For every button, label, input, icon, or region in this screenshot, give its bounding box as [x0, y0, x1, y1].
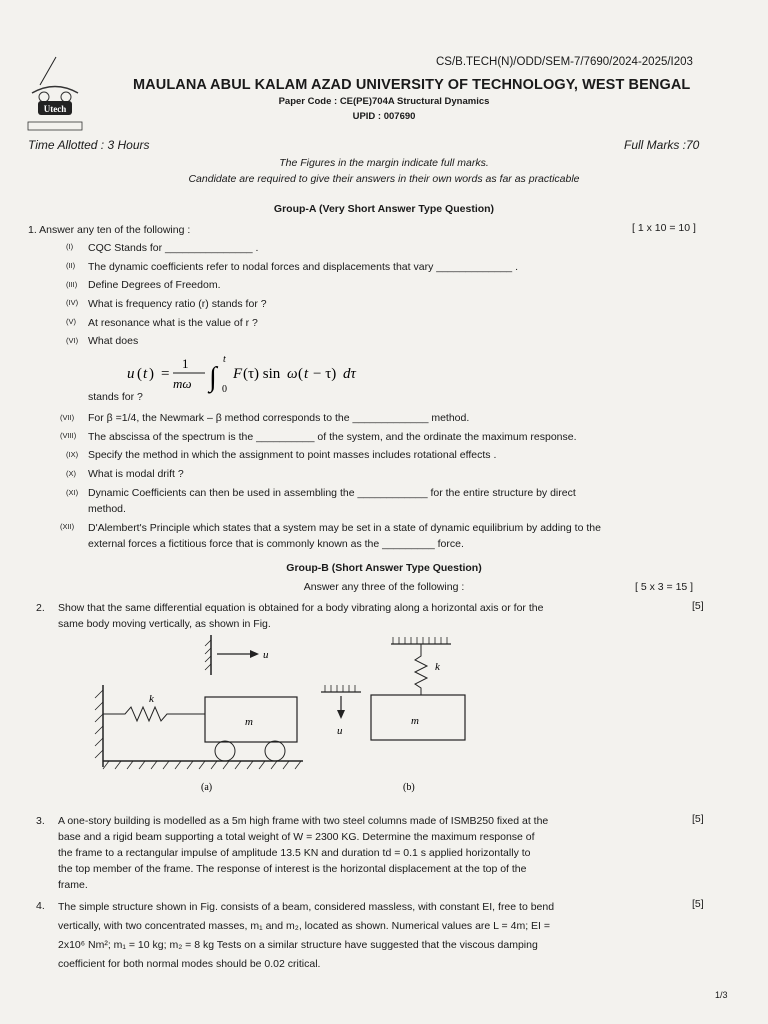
fig-label-k: k — [435, 661, 440, 673]
list-item: stands for ? — [88, 391, 143, 403]
fig-label-m: m — [411, 715, 419, 727]
question-line: frame. — [58, 879, 88, 891]
duhamel-integral-equation — [125, 350, 405, 394]
item-number: (IV) — [66, 298, 79, 307]
item-number: (IX) — [66, 450, 79, 459]
list-item: Dynamic Coefficients can then be used in assembling the ____________ for the entire structure by direct — [88, 487, 576, 499]
fig-label-m: m — [245, 716, 253, 728]
fig-label-a: (a) — [201, 782, 213, 793]
question-line: base and a rigid beam supporting a total weight of W = 2300 KG. Determine the maximum response of — [58, 831, 535, 843]
question-number: 3. — [36, 815, 45, 827]
list-item: method. — [88, 503, 126, 515]
question-4-marks: [5] — [692, 898, 704, 910]
question-2-text — [58, 600, 658, 632]
note-own-words: Candidate are required to give their answers in their own words as far as practicable — [188, 173, 580, 185]
question-number: 4. — [36, 900, 45, 912]
question-line: The simple structure shown in Fig. consists of a beam, considered massless, with constant EI, free to bend — [58, 901, 555, 913]
question-4-text — [58, 898, 678, 974]
item-number: (VII) — [60, 413, 75, 422]
group-a-title: Group-A (Very Short Answer Type Question) — [273, 203, 495, 215]
svg-text:t: t — [304, 366, 309, 382]
svg-text:(: ( — [137, 366, 142, 382]
svg-text:F: F — [233, 366, 243, 382]
svg-text:ω: ω — [287, 366, 298, 382]
fig-label-u: u — [337, 725, 343, 737]
page-number: 1/3 — [715, 990, 728, 1000]
svg-text:): ) — [149, 366, 154, 382]
list-item: Specify the method in which the assignment to point masses includes rotational effects . — [88, 449, 497, 461]
full-marks: Full Marks :70 — [624, 138, 700, 152]
time-allotted: Time Allotted : 3 Hours — [28, 138, 150, 152]
list-item: For β =1/4, the Newmark – β method corresponds to the _____________ method. — [88, 412, 470, 424]
svg-text:(: ( — [298, 366, 303, 382]
paper-code: Paper Code : CE(PE)704A Structural Dynamics — [278, 96, 490, 107]
list-item: Define Degrees of Freedom. — [88, 279, 221, 291]
list-item: What is modal drift ? — [88, 468, 184, 480]
list-item: What is frequency ratio (r) stands for ? — [88, 298, 267, 310]
question-2-marks: [5] — [692, 600, 704, 612]
question-line: coefficient for both normal modes should be 0.02 critical. — [58, 958, 321, 970]
item-number: (X) — [66, 469, 76, 478]
question-number: 2. — [36, 602, 45, 614]
item-number: (I) — [66, 242, 74, 251]
svg-text:dτ: dτ — [343, 366, 356, 382]
list-item: CQC Stands for _______________ . — [88, 242, 259, 254]
fig-label-b: (b) — [403, 782, 415, 793]
fig-label-u: u — [263, 649, 269, 661]
item-number: (XI) — [66, 488, 79, 497]
question-line: vertically, with two concentrated masses, m₁ and m₂, located as shown. Numerical values are L = 4m; EI = — [58, 920, 550, 932]
group-b-marks: [ 5 x 3 = 15 ] — [635, 581, 694, 593]
item-number: (VI) — [66, 336, 79, 345]
svg-text:(τ) sin: (τ) sin — [243, 366, 281, 382]
question-3-text — [58, 813, 668, 893]
list-item: The dynamic coefficients refer to nodal forces and displacements that vary _____________ . — [88, 261, 518, 273]
note-margin-marks: The Figures in the margin indicate full marks. — [279, 157, 489, 169]
item-number: (VIII) — [60, 431, 77, 440]
question-1: 1. Answer any ten of the following : — [28, 224, 191, 236]
item-number: (V) — [66, 317, 76, 326]
upid: UPID : 007690 — [352, 111, 416, 122]
list-item: At resonance what is the value of r ? — [88, 317, 258, 329]
question-line: Show that the same differential equation is obtained for a body vibrating along a horizontal axis or for the — [58, 602, 544, 614]
svg-text:1: 1 — [182, 356, 189, 371]
question-line: the top member of the frame. The response of interest is the horizontal displacement at the top of the — [58, 863, 527, 875]
item-number: (II) — [66, 261, 76, 270]
svg-text:− τ): − τ) — [313, 366, 337, 382]
svg-text:mω: mω — [173, 376, 192, 391]
list-item: external forces a fictitious force that is commonly known as the _________ force. — [88, 538, 464, 550]
svg-text:=: = — [161, 366, 170, 382]
logo-text: Utech — [43, 104, 67, 114]
list-item: The abscissa of the spectrum is the __________ of the system, and the ordinate the maximum response. — [88, 431, 577, 443]
fig-label-k: k — [149, 693, 154, 705]
svg-text:t: t — [143, 366, 148, 382]
question-line: A one-story building is modelled as a 5m high frame with two steel columns made of ISMB250 fixed at the — [58, 815, 549, 827]
item-number: (III) — [66, 280, 78, 289]
list-item: What does — [88, 335, 139, 347]
group-a-marks: [ 1 x 10 = 10 ] — [632, 222, 696, 234]
svg-text:t: t — [223, 354, 226, 365]
university-title: MAULANA ABUL KALAM AZAD UNIVERSITY OF TECHNOLOGY, WEST BENGAL — [133, 77, 691, 93]
list-item: D'Alembert's Principle which states that a system may be set in a state of dynamic equilibrium by adding to the — [88, 522, 601, 534]
spring-mass-figure — [85, 630, 485, 800]
course-code: CS/B.TECH(N)/ODD/SEM-7/7690/2024-2025/I203 — [436, 56, 693, 68]
question-line: the frame to a rectangular impulse of amplitude 13.5 KN and duration td = 0.1 s applied horizontally to — [58, 847, 531, 859]
question-line: 2x10⁶ Nm²; m₁ = 10 kg; m₂ = 8 kg Tests on a similar structure have suggested that the viscous damping — [58, 939, 538, 951]
group-b-title: Group-B (Short Answer Type Question) — [286, 562, 482, 574]
question-line: same body moving vertically, as shown in Fig. — [58, 618, 271, 630]
item-number: (XII) — [60, 522, 75, 531]
svg-text:∫: ∫ — [209, 362, 217, 393]
group-b-instruction: Answer any three of the following : — [303, 581, 465, 593]
university-logo-icon — [20, 55, 90, 135]
svg-text:u: u — [127, 366, 135, 382]
question-3-marks: [5] — [692, 813, 704, 825]
svg-text:0: 0 — [222, 384, 227, 394]
